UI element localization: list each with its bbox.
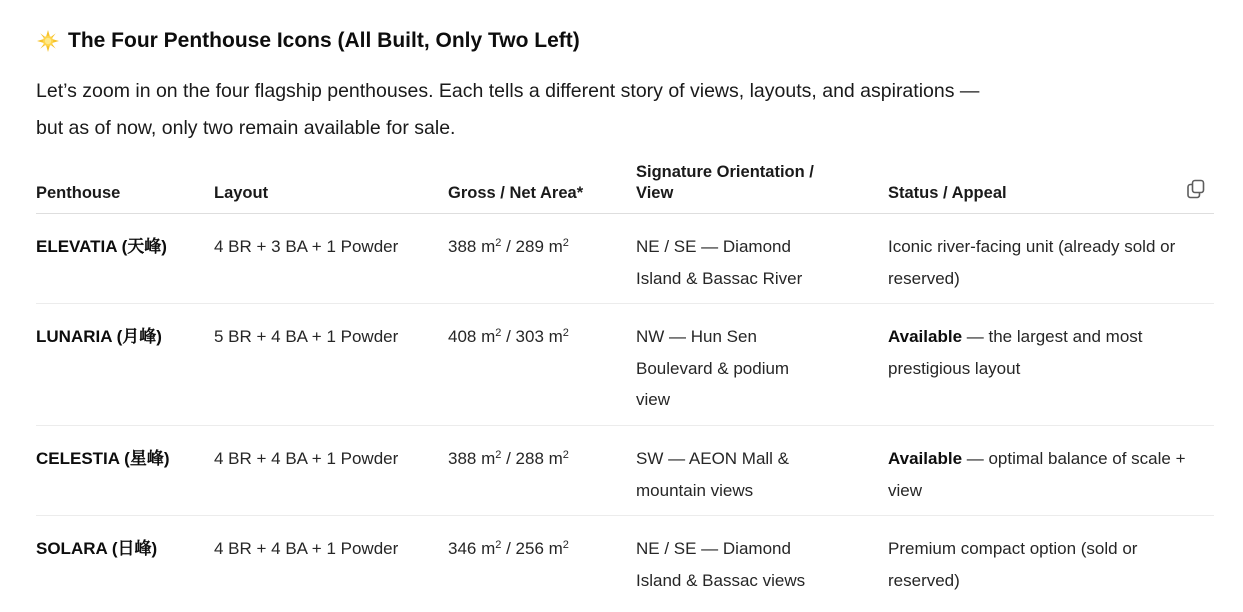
status-cell: Premium compact option (sold or reserved)	[888, 539, 1138, 590]
intro-paragraph	[36, 73, 1056, 147]
sun-glow-icon	[36, 29, 60, 53]
status-cell: Available — optimal balance of scale + view	[888, 449, 1186, 500]
status-cell: Iconic river-facing unit (already sold or reserved)	[888, 237, 1176, 288]
copy-button[interactable]	[1184, 177, 1208, 201]
header-area: Gross / Net Area*	[448, 184, 584, 202]
view-cell: SW — AEON Mall & mountain views	[636, 449, 790, 500]
penthouse-name: CELESTIA (星峰)	[36, 449, 170, 468]
layout-cell: 4 BR + 4 BA + 1 Powder	[214, 449, 399, 468]
view-cell: NW — Hun Sen Boulevard & podium view	[636, 327, 790, 409]
table-row	[36, 516, 1214, 606]
intro-line: Let’s zoom in on the four flagship penthouses. Each tells a different story of views, layouts, and aspirations —	[36, 80, 980, 102]
header-status: Status / Appeal	[888, 184, 1007, 202]
penthouse-name: ELEVATIA (天峰)	[36, 237, 167, 256]
area-cell: 388 $m^2 / 288$ $m^2$	[448, 449, 569, 468]
header-layout: Layout	[214, 184, 269, 202]
table-header	[36, 160, 1214, 214]
penthouse-name: SOLARA (日峰)	[36, 539, 158, 558]
layout-cell: 5 BR + 4 BA + 1 Powder	[214, 327, 399, 346]
table-row	[36, 214, 1214, 304]
page-title: The Four Penthouse Icons (All Built, Only Two Left)	[68, 29, 580, 52]
status-cell: Available — the largest and most prestigious layout	[888, 327, 1143, 378]
view-cell: NE / SE — Diamond Island & Bassac views	[636, 539, 806, 590]
header-orientation-line: View	[636, 184, 674, 202]
copy-icon	[1184, 177, 1208, 201]
table-row	[36, 426, 1214, 516]
status-badge: Available	[888, 449, 963, 468]
intro-line: but as of now, only two remain available for sale.	[36, 117, 456, 139]
header-orientation	[636, 162, 856, 204]
header-orientation-line: Signature Orientation /	[636, 163, 814, 181]
status-badge: Available	[888, 327, 963, 346]
header-penthouse: Penthouse	[36, 184, 121, 202]
layout-cell: 4 BR + 3 BA + 1 Powder	[214, 237, 399, 256]
section-heading	[36, 29, 580, 53]
area-cell: 346 $m^2 / 256$ $m^2$	[448, 539, 569, 558]
area-cell: 388 $m^2 / 289$ $m^2$	[448, 237, 569, 256]
penthouse-table	[36, 160, 1214, 606]
layout-cell: 4 BR + 4 BA + 1 Powder	[214, 539, 399, 558]
view-cell: NE / SE — Diamond Island & Bassac River	[636, 237, 803, 288]
area-cell: 408 $m^2 / 303$ $m^2$	[448, 327, 569, 346]
penthouse-name: LUNARIA (月峰)	[36, 327, 162, 346]
table-row	[36, 304, 1214, 426]
